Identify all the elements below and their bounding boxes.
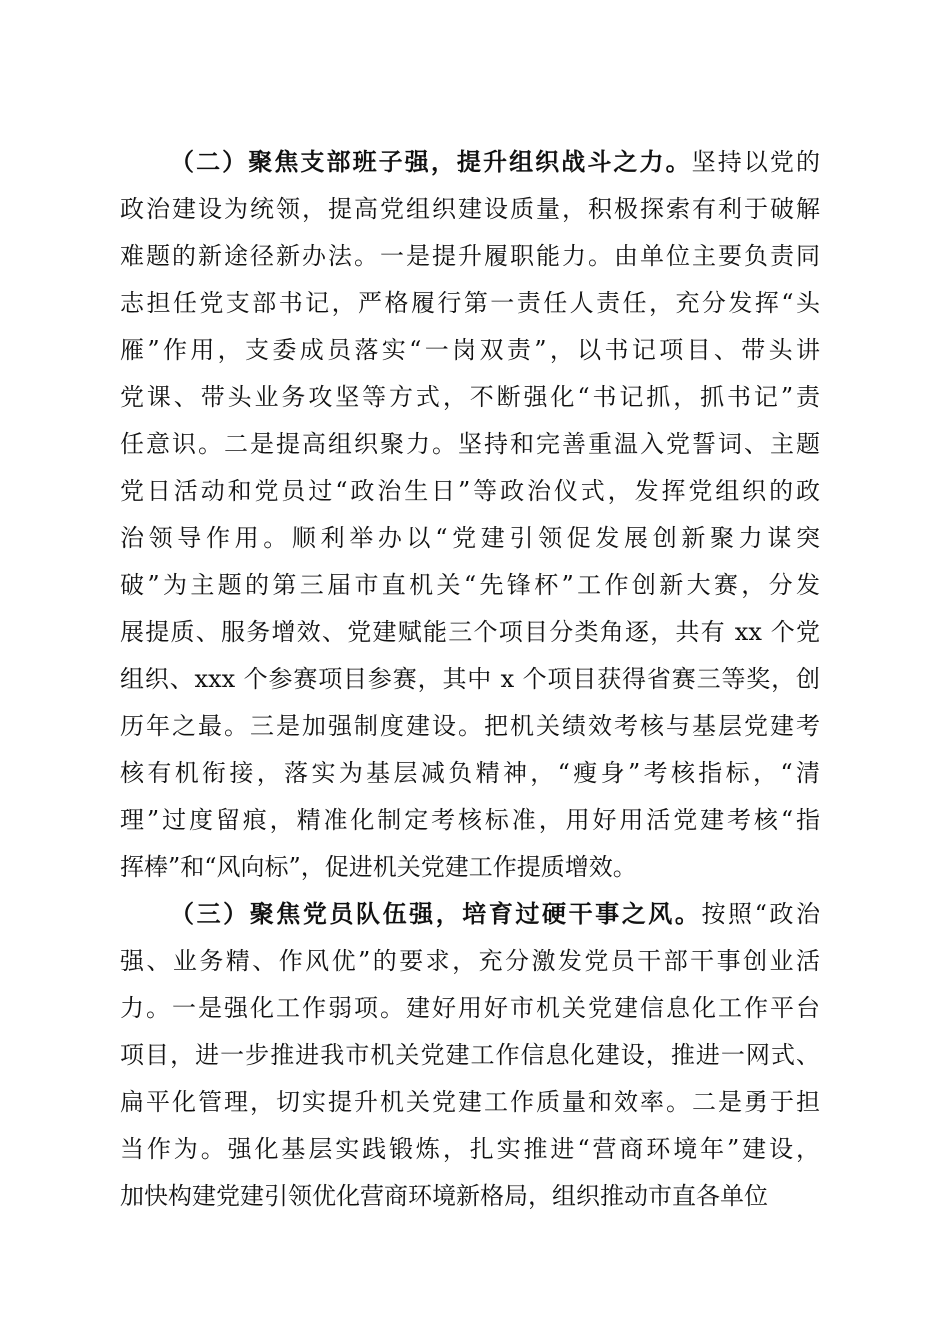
paragraph-2-line-6: 党课、带头业务攻坚等方式，不断强化“书记抓，抓书记”责 bbox=[120, 383, 820, 411]
paragraph-2-line-14: 核有机衔接，落实为基层减负精神，“瘦身”考核指标，“清 bbox=[120, 759, 820, 787]
paragraph-3-line-4: 项目，进一步推进我市机关党建工作信息化建设，推进一网式、 bbox=[120, 1041, 820, 1069]
paragraph-3-line-1-text: 按照“政治 bbox=[701, 900, 820, 928]
paragraph-2-line-2: 政治建设为统领，提高党组织建设质量，积极探索有利于破解 bbox=[120, 195, 820, 223]
paragraph-2-line-10: 破”为主题的第三届市直机关“先锋杯”工作创新大赛，分发 bbox=[120, 571, 820, 599]
paragraph-2-line-12: 组织、xxx 个参赛项目参赛，其中 x 个项目获得省赛三等奖，创 bbox=[120, 665, 820, 693]
paragraph-2-line-15: 理”过度留痕，精准化制定考核标准，用好用活党建考核“指 bbox=[120, 806, 820, 834]
paragraph-3-line-1 bbox=[170, 892, 820, 936]
paragraph-2-line-1-text: 坚持以党的 bbox=[691, 148, 821, 176]
paragraph-2-line-16: 挥棒”和“风向标”，促进机关党建工作提质增效。 bbox=[120, 853, 637, 881]
paragraph-3-line-6: 当作为。强化基层实践锻炼，扎实推进“营商环境年”建设， bbox=[120, 1135, 820, 1163]
paragraph-3-line-3: 力。一是强化工作弱项。建好用好市机关党建信息化工作平台 bbox=[120, 994, 820, 1022]
paragraph-2-line-8: 党日活动和党员过“政治生日”等政治仪式，发挥党组织的政 bbox=[120, 477, 820, 505]
paragraph-2-line-7: 任意识。二是提高组织聚力。坚持和完善重温入党誓词、主题 bbox=[120, 430, 820, 458]
paragraph-2-heading: （二）聚焦支部班子强，提升组织战斗之力。 bbox=[170, 148, 692, 176]
paragraph-2-line-13: 历年之最。三是加强制度建设。把机关绩效考核与基层党建考 bbox=[120, 712, 820, 740]
paragraph-2-line-9: 治领导作用。顺利举办以“党建引领促发展创新聚力谋突 bbox=[120, 524, 820, 552]
paragraph-2-line-4: 志担任党支部书记，严格履行第一责任人责任，充分发挥“头 bbox=[120, 289, 820, 317]
paragraph-2-line-5: 雁”作用，支委成员落实“一岗双责”，以书记项目、带头讲 bbox=[120, 336, 820, 364]
paragraph-3-line-7: 加快构建党建引领优化营商环境新格局，组织推动市直各单位 bbox=[120, 1182, 768, 1210]
paragraph-3-heading: （三）聚焦党员队伍强，培育过硬干事之风。 bbox=[170, 900, 702, 928]
paragraph-3-line-5: 扁平化管理，切实提升机关党建工作质量和效率。二是勇于担 bbox=[120, 1088, 820, 1116]
paragraph-3-line-2: 强、业务精、作风优”的要求，充分激发党员干部干事创业活 bbox=[120, 947, 820, 975]
paragraph-2-line-11: 展提质、服务增效、党建赋能三个项目分类角逐，共有 xx 个党 bbox=[120, 618, 820, 646]
paragraph-2-line-3: 难题的新途径新办法。一是提升履职能力。由单位主要负责同 bbox=[120, 242, 820, 270]
paragraph-2-line-1 bbox=[170, 140, 820, 184]
